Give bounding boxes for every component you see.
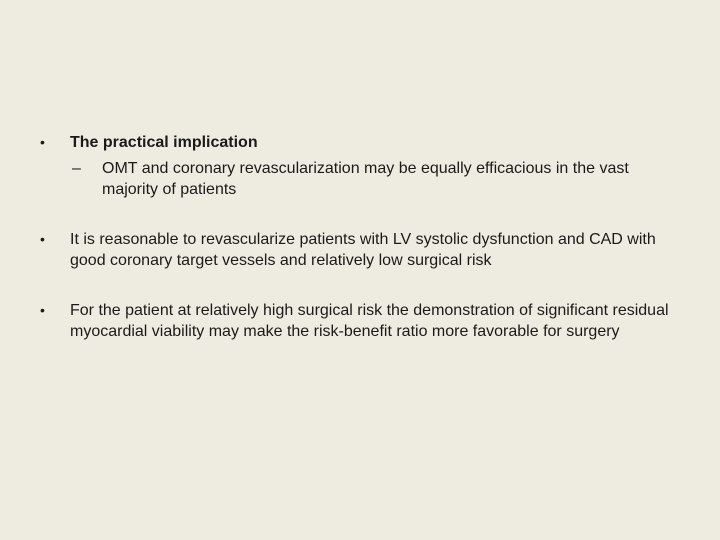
bullet-list — [40, 132, 680, 342]
bullet-item-revascularize — [40, 229, 680, 271]
bullet-item-high-risk — [40, 300, 680, 342]
bullet-marker: • — [40, 302, 45, 318]
bullet-text: For the patient at relatively high surgical risk the demonstration of significant residual myocardial viability may make the risk-benefit ratio more favorable for surgery — [70, 302, 669, 340]
dash-marker: – — [72, 160, 81, 177]
bullet-marker: • — [40, 231, 45, 247]
bullet-marker: • — [40, 134, 45, 150]
sub-bullet-text: OMT and coronary revascularization may be equally efficacious in the vast majority of patients — [102, 160, 629, 198]
sub-bullet-list — [70, 158, 680, 200]
bullet-text: It is reasonable to revascularize patients with LV systolic dysfunction and CAD with good coronary target vessels and relatively low surgical risk — [70, 231, 656, 269]
sub-bullet-item-omt — [70, 158, 680, 200]
bullet-item-practical-implication — [40, 132, 680, 200]
bullet-text: The practical implication — [70, 134, 258, 151]
